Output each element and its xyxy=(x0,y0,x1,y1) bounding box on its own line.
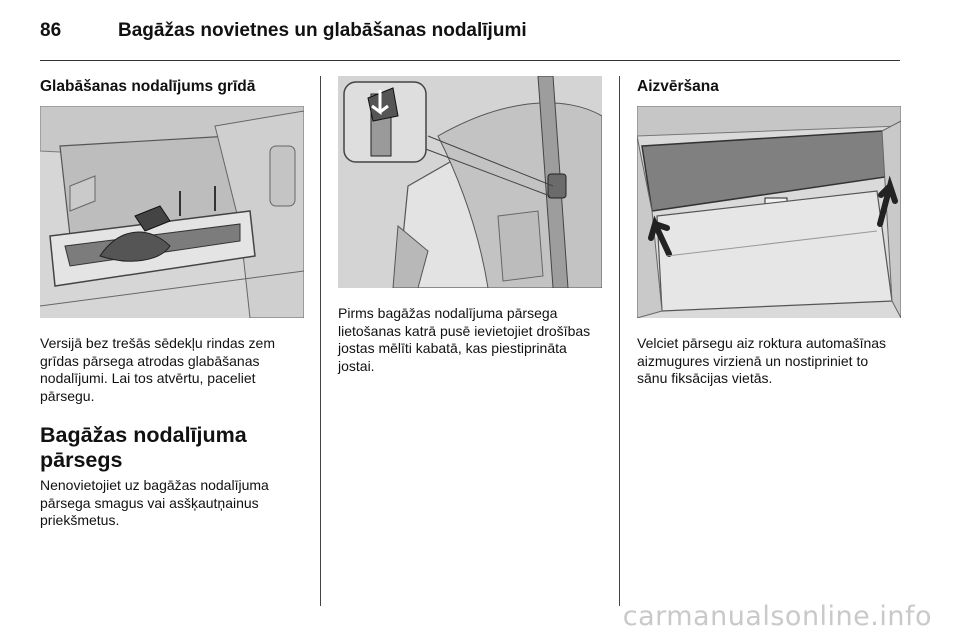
page-header xyxy=(40,14,900,58)
page-number: 86 xyxy=(40,20,62,41)
watermark: carmanualsonline.info xyxy=(622,601,932,632)
column-floor-storage xyxy=(40,76,304,528)
column-divider-right xyxy=(619,76,620,606)
header-rule xyxy=(40,60,900,61)
figure-floor-storage xyxy=(40,106,304,318)
figure-closing xyxy=(637,106,901,318)
section-heading-closing: Aizvēršana xyxy=(637,78,719,95)
paragraph-closing: Velciet pārsegu aiz roktura automašīnas aizmugures virzienā un nostipriniet to sānu fiksācijas vietās. xyxy=(637,335,887,386)
section-heading-floor-storage: Glabāšanas nodalījums grīdā xyxy=(40,78,256,95)
belt-tongue-illustration xyxy=(338,76,602,288)
floor-storage-illustration xyxy=(40,106,304,318)
column-closing xyxy=(637,76,901,386)
closing-illustration xyxy=(637,106,901,318)
paragraph-floor-storage: Versijā bez trešās sēdekļu rindas zem grīdas pārsega atrodas glabāšanas nodalījumi. Lai tos atvērtu, paceliet pārsegu. xyxy=(40,335,275,404)
paragraph-cover-warning: Nenovietojiet uz bagāžas nodalījuma pārsega smagus vai asšķautņainus priekšmetus. xyxy=(40,477,269,528)
figure-belt-tongue xyxy=(338,76,602,288)
column-divider-left xyxy=(320,76,321,606)
running-title: Bagāžas novietnes un glabāšanas nodalījumi xyxy=(118,20,527,41)
paragraph-belt-tongue: Pirms bagāžas nodalījuma pārsega lietošanas katrā pusē ievietojiet drošības jostas mēlīti kabatā, kas piestiprināta jostai. xyxy=(338,305,591,374)
section-heading-cover: Bagāžas nodalījuma pārsegs xyxy=(40,423,247,472)
